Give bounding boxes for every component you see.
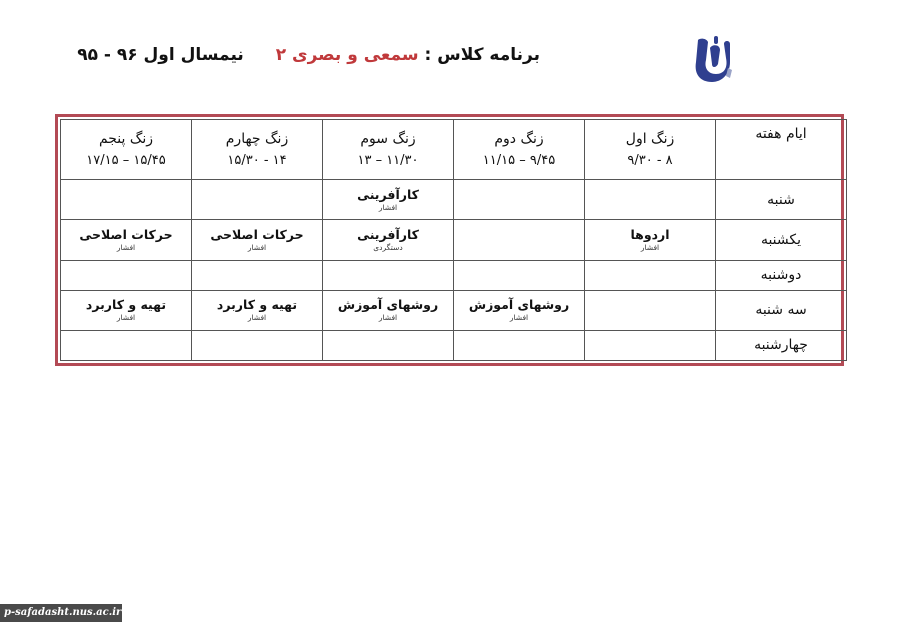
schedule-cell <box>192 220 323 260</box>
table-row <box>61 330 847 360</box>
teacher-name: افشار <box>378 313 398 323</box>
day-label: سه شنبه <box>716 290 847 330</box>
table-row <box>61 180 847 220</box>
schedule-cell <box>61 260 192 290</box>
schedule-cell <box>192 290 323 330</box>
term-label: نیمسال اول ۹۶ - ۹۵ <box>77 45 244 65</box>
bell-name: زنگ چهارم <box>225 130 289 147</box>
bell-time: ۱۱/۳۰ – ۱۳ <box>357 152 419 168</box>
schedule-cell <box>323 290 454 330</box>
header-row <box>61 120 847 180</box>
page-title <box>77 40 540 70</box>
bell-time: ۹/۴۵ – ۱۱/۱۵ <box>482 152 556 168</box>
course-name: کارآفرینی <box>357 226 419 242</box>
bell-header-4 <box>192 120 323 180</box>
teacher-name: افشار <box>378 202 398 212</box>
schedule-cell <box>454 330 585 360</box>
bell-name: زنگ سوم <box>360 130 416 147</box>
course-name: کارآفرینی <box>357 186 419 202</box>
schedule-cell <box>454 180 585 220</box>
bell-header-5 <box>61 120 192 180</box>
teacher-name: افشار <box>116 313 136 323</box>
day-label: دوشنبه <box>716 260 847 290</box>
course-name: اردوها <box>630 226 670 242</box>
program-label: برنامه کلاس : <box>424 45 540 65</box>
day-label: یکشنبه <box>716 220 847 260</box>
bell-header-1 <box>585 120 716 180</box>
bell-name: زنگ پنجم <box>98 130 154 147</box>
class-name: سمعی و بصری ۲ <box>275 45 419 65</box>
bell-header-2 <box>454 120 585 180</box>
course-name: روشهای آموزش <box>468 297 570 313</box>
schedule-cell <box>585 220 716 260</box>
table-row <box>61 290 847 330</box>
bell-name: زنگ دوم <box>494 130 544 147</box>
bell-header-3 <box>323 120 454 180</box>
schedule-cell <box>454 220 585 260</box>
schedule-cell <box>192 180 323 220</box>
schedule-cell <box>61 180 192 220</box>
schedule-cell <box>585 290 716 330</box>
schedule-table <box>60 119 847 361</box>
day-label: شنبه <box>716 180 847 220</box>
course-name: حرکات اصلاحی <box>210 226 304 242</box>
schedule-cell <box>323 220 454 260</box>
course-name: حرکات اصلاحی <box>79 226 173 242</box>
bell-name: زنگ اول <box>625 130 675 147</box>
schedule-cell <box>585 180 716 220</box>
schedule-cell <box>454 290 585 330</box>
teacher-name: افشار <box>247 313 267 323</box>
class-schedule <box>55 114 844 366</box>
table-row <box>61 220 847 260</box>
schedule-cell <box>323 260 454 290</box>
schedule-cell <box>585 330 716 360</box>
schedule-cell <box>61 330 192 360</box>
schedule-cell <box>61 220 192 260</box>
teacher-name: افشار <box>247 242 267 252</box>
schedule-cell <box>192 330 323 360</box>
bell-time: ۸ - ۹/۳۰ <box>627 152 673 168</box>
university-logo-icon <box>690 34 734 88</box>
schedule-cell <box>585 260 716 290</box>
schedule-cell <box>192 260 323 290</box>
bell-time: ۱۴ - ۱۵/۳۰ <box>227 152 287 168</box>
schedule-cell <box>323 180 454 220</box>
day-column-header: ایام هفته <box>716 120 847 180</box>
course-name: روشهای آموزش <box>337 297 439 313</box>
schedule-cell <box>454 260 585 290</box>
schedule-cell <box>323 330 454 360</box>
teacher-name: افشار <box>116 242 136 252</box>
teacher-name: دستگردی <box>373 242 403 252</box>
table-row <box>61 260 847 290</box>
website-url-watermark: p-safadasht.nus.ac.ir <box>0 604 122 622</box>
bell-time: ۱۵/۴۵ – ۱۷/۱۵ <box>86 152 166 168</box>
course-name: تهیه و کاربرد <box>216 297 298 313</box>
teacher-name: افشار <box>640 242 660 252</box>
schedule-cell <box>61 290 192 330</box>
course-name: تهیه و کاربرد <box>85 297 167 313</box>
day-label: چهارشنبه <box>716 330 847 360</box>
teacher-name: افشار <box>509 313 529 323</box>
